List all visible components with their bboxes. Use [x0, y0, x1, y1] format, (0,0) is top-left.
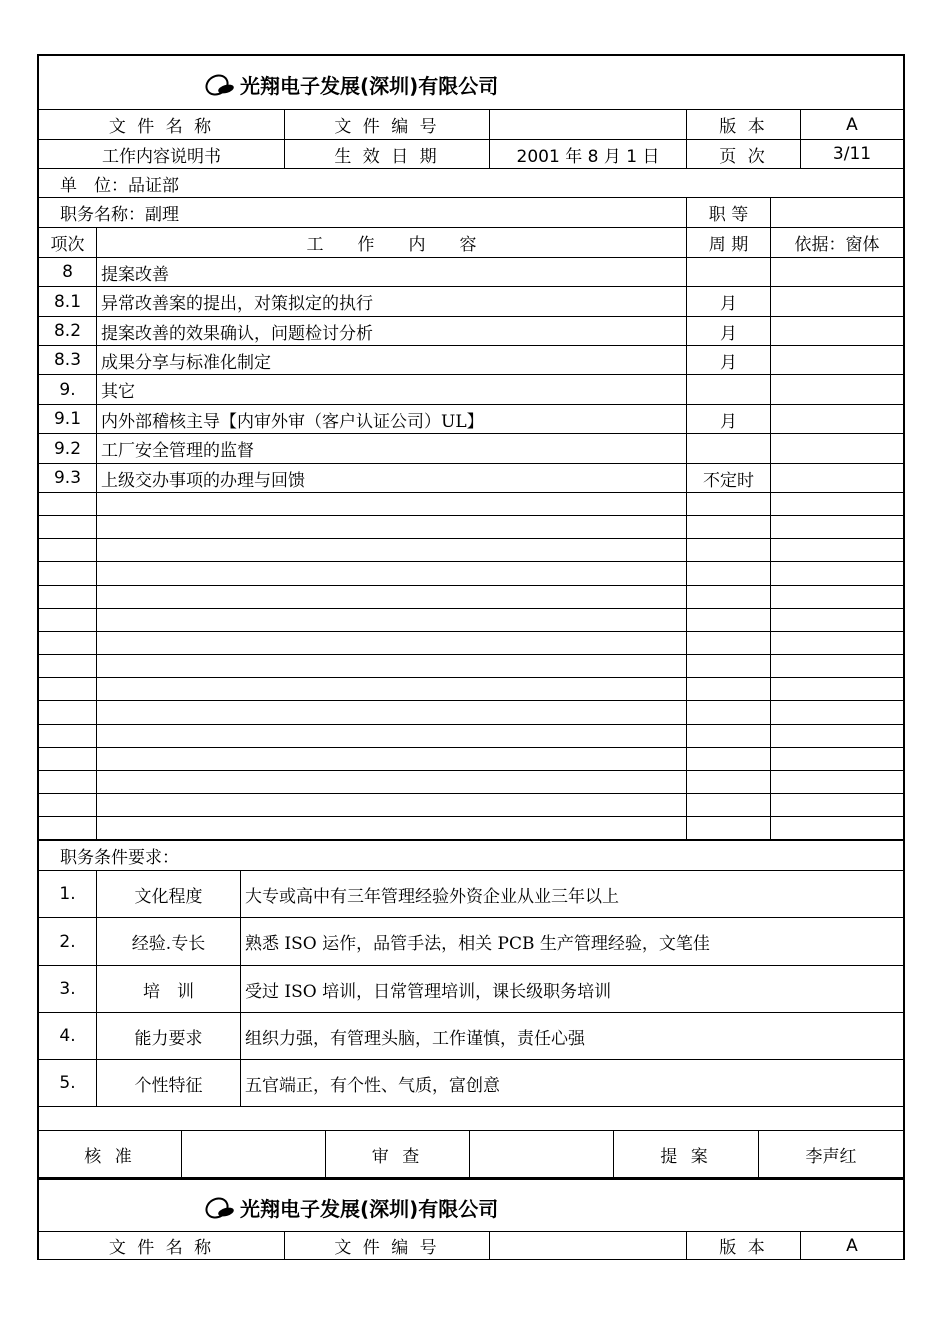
company-logo-icon — [204, 1195, 238, 1221]
requirement-value: 受过 ISO 培训，日常管理培训，课长级职务培训 — [245, 981, 612, 1002]
next-page-company — [204, 1193, 498, 1222]
company-name: 光翔电子发展(深圳)有限公司 — [240, 1197, 499, 1221]
requirement-number: 3. — [59, 979, 76, 999]
propose-label: 提 案 — [660, 1146, 712, 1167]
approve-label: 核 准 — [84, 1146, 136, 1167]
company-title — [39, 56, 903, 109]
task-number: 9.1 — [53, 409, 82, 429]
grade-value — [771, 198, 903, 227]
task-content: 其它 — [101, 382, 135, 402]
requirements-title: 职务条件要求： — [60, 848, 179, 868]
requirement-number: 1. — [59, 884, 76, 904]
column-header-cycle: 周 期 — [708, 235, 749, 255]
task-content: 内外部稽核主导【内审外审（客户认证公司）UL】 — [101, 411, 484, 432]
task-cycle: 月 — [720, 411, 737, 432]
column-header-item: 项次 — [50, 235, 85, 255]
version-label: 版 本 — [719, 117, 768, 137]
task-cycle — [687, 434, 770, 463]
review-label: 审 查 — [371, 1146, 424, 1167]
task-content: 提案改善的效果确认，问题检讨分析 — [101, 323, 373, 344]
requirement-value: 大专或高中有三年管理经验外资企业从业三年以上 — [245, 886, 619, 907]
doc-number-label: 文 件 编 号 — [334, 117, 440, 137]
approve-value — [182, 1131, 325, 1177]
task-content: 成果分享与标准化制定 — [101, 352, 271, 373]
company-name: 光翔电子发展(深圳)有限公司 — [240, 74, 499, 98]
next-version-label: 版 本 — [719, 1238, 768, 1258]
effective-date-label: 生 效 日 期 — [334, 146, 440, 167]
position-title: 职务名称：副理 — [60, 205, 179, 225]
page-value: 3/11 — [832, 144, 872, 164]
company-logo-icon — [204, 72, 238, 98]
task-cycle — [687, 375, 770, 404]
doc-name-label: 文 件 名 称 — [108, 117, 215, 137]
requirement-value: 五官端正，有个性、气质，富创意 — [245, 1075, 500, 1096]
requirement-value: 组织力强，有管理头脑，工作谨慎，责任心强 — [245, 1028, 585, 1049]
next-version-value: A — [846, 1235, 858, 1256]
grade-label: 职 等 — [708, 205, 749, 225]
requirement-value: 熟悉 ISO 运作，品管手法，相关 PCB 生产管理经验，文笔佳 — [245, 934, 710, 954]
version-value: A — [846, 114, 858, 135]
requirement-number: 4. — [59, 1026, 76, 1046]
task-number: 9.2 — [53, 438, 82, 459]
task-number: 8 — [62, 262, 73, 282]
task-content: 提案改善 — [101, 264, 169, 285]
task-cycle: 月 — [720, 294, 737, 314]
task-content: 工厂安全管理的监督 — [101, 441, 254, 461]
doc-name-value: 工作内容说明书 — [102, 146, 221, 167]
task-cycle: 月 — [720, 323, 737, 344]
unit-label: 单 位：品证部 — [60, 175, 179, 196]
task-cycle — [687, 258, 770, 286]
effective-date-value: 2001 年 8 月 1 日 — [516, 146, 660, 167]
task-number: 9.3 — [53, 468, 82, 488]
requirement-label: 能力要求 — [134, 1028, 203, 1049]
page-label: 页 次 — [719, 146, 768, 167]
task-number: 9. — [59, 379, 76, 400]
task-number: 8.1 — [53, 291, 82, 312]
propose-value: 李声红 — [805, 1146, 857, 1167]
next-doc-number-label: 文 件 编 号 — [334, 1238, 440, 1258]
next-doc-name-label: 文 件 名 称 — [108, 1238, 215, 1258]
column-header-content: 工 作 内 容 — [306, 235, 477, 255]
task-number: 8.2 — [53, 321, 82, 341]
requirement-label: 经验.专长 — [131, 934, 206, 954]
task-cycle: 月 — [720, 352, 737, 373]
review-value — [470, 1131, 613, 1177]
requirement-number: 5. — [59, 1073, 76, 1093]
requirement-number: 2. — [59, 931, 76, 952]
requirement-label: 文化程度 — [134, 886, 203, 907]
doc-number-value — [490, 110, 686, 139]
task-number: 8.3 — [53, 350, 82, 370]
requirement-label: 个性特征 — [134, 1075, 203, 1096]
column-header-basis: 依据：窗体 — [794, 235, 880, 255]
task-cycle: 不定时 — [703, 470, 754, 491]
task-content: 异常改善案的提出，对策拟定的执行 — [101, 294, 373, 314]
requirement-label: 培 训 — [143, 981, 194, 1002]
task-content: 上级交办事项的办理与回馈 — [101, 470, 305, 491]
